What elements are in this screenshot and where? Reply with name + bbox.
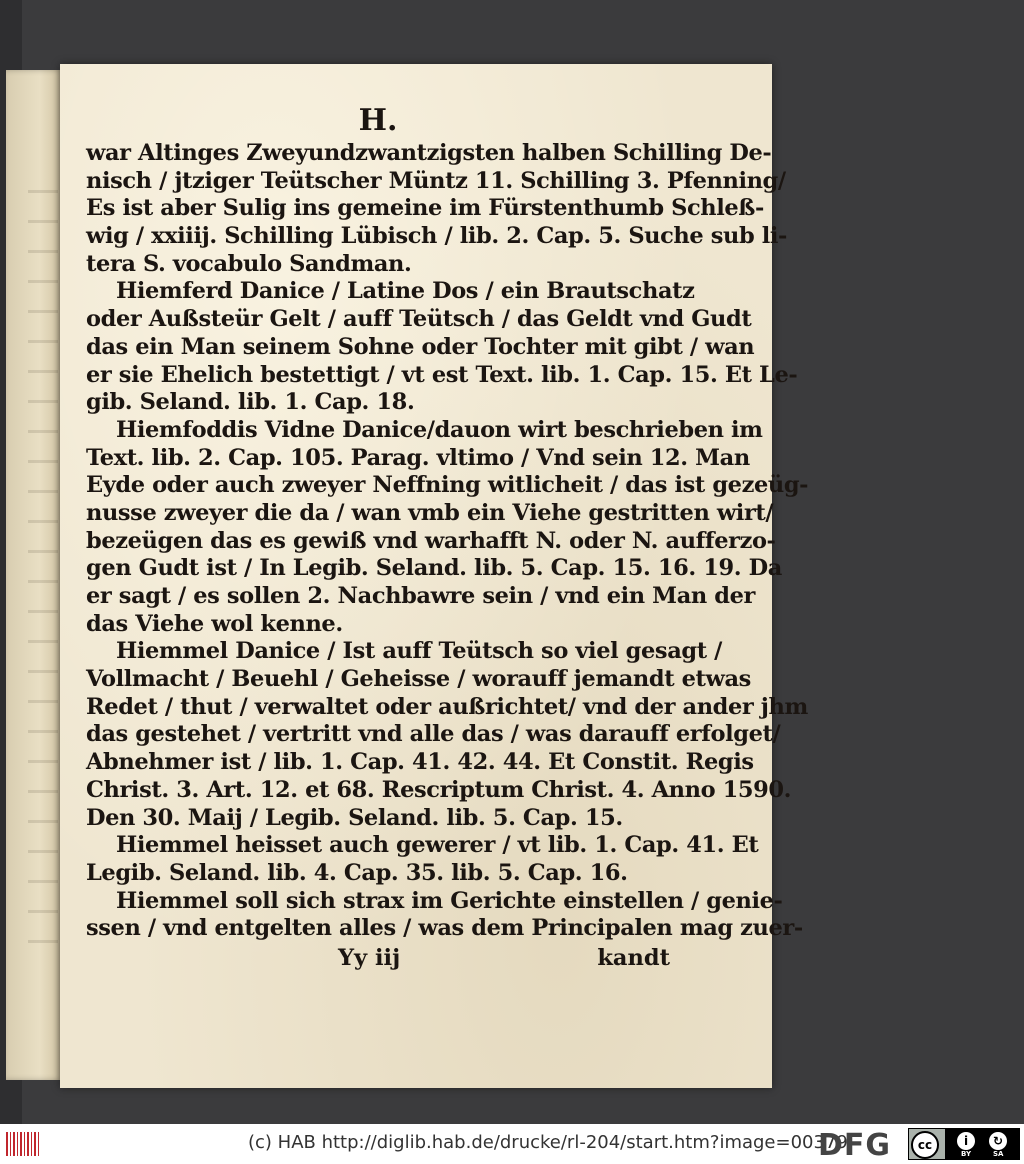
text-line: ssen / vnd entgelten alles / was dem Principalen mag zuer- [86, 915, 803, 942]
text-line: Hiemfoddis Vidne Danice/dauon wirt beschrieben im [116, 416, 763, 443]
text-line: oder Außsteür Gelt / auff Teütsch / das Geldt vnd Gudt [86, 306, 752, 333]
text-line: wig / xxiiij. Schilling Lübisch / lib. 2. Cap. 5. Suche sub li- [86, 223, 787, 250]
text-line: er sie Ehelich bestettigt / vt est Text. lib. 1. Cap. 15. Et Le- [86, 361, 798, 388]
text-line: Hiemferd Danice / Latine Dos / ein Brautschatz [116, 278, 695, 305]
text-line: das ein Man seinem Sohne oder Tochter mit gibt / wan [86, 333, 755, 360]
book-page [60, 64, 809, 1088]
barcode-icon [6, 1132, 40, 1156]
text-line: Eyde oder auch zweyer Neffning witlicheit / das ist gezeüg- [86, 472, 809, 499]
page-text-block [86, 103, 809, 979]
text-line: Christ. 3. Art. 12. et 68. Rescriptum Christ. 4. Anno 1590. [86, 776, 792, 803]
previous-page-edge [6, 70, 62, 1080]
paragraph-list [86, 140, 809, 943]
page-header-signature: H. [358, 103, 398, 138]
copyright-text[interactable]: (c) HAB http://diglib.hab.de/drucke/rl-204/start.htm?image=00379 [248, 1132, 848, 1153]
creative-commons-badge[interactable] [908, 1128, 1020, 1160]
text-line: er sagt / es sollen 2. Nachbawre sein / vnd ein Man der [86, 583, 755, 609]
cc-by-label: BY [961, 1150, 972, 1158]
text-line: Hiemmel Danice / Ist auff Teütsch so viel gesagt / [116, 638, 722, 665]
text-line: nusse zweyer die da / wan vmb ein Viehe gestritten wirt/ [86, 499, 774, 526]
text-line: das Viehe wol kenne. [86, 610, 343, 637]
text-line: Den 30. Maij / Legib. Seland. lib. 5. Cap. 15. [86, 804, 623, 831]
text-line: bezeügen das es gewiß vnd warhafft N. oder N. aufferzo- [86, 527, 776, 554]
by-person-icon: i [957, 1132, 975, 1150]
dfg-logo[interactable]: DFG [818, 1128, 892, 1163]
share-alike-icon: ↻ [989, 1132, 1007, 1150]
text-line: Vollmacht / Beuehl / Geheisse / worauff jemandt etwas [86, 666, 751, 693]
text-line: gen Gudt ist / In Legib. Seland. lib. 5. Cap. 15. 16. 19. Da [86, 555, 782, 582]
text-line: tera S. vocabulo Sandman. [86, 250, 412, 277]
text-line: Redet / thut / verwaltet oder außrichtet/ vnd der ander jhm [86, 693, 808, 720]
text-line: Text. lib. 2. Cap. 105. Parag. vltimo / Vnd sein 12. Man [86, 444, 750, 471]
text-line: Es ist aber Sulig ins gemeine im Fürstenthumb Schleß- [86, 195, 764, 222]
text-line: nisch / jtziger Teütscher Müntz 11. Schilling 3. Pfenning/ [86, 167, 786, 194]
bleed-through-text [28, 190, 58, 970]
text-line: das gestehet / vertritt vnd alle das / was darauff erfolget/ [86, 721, 781, 748]
cc-license-panel [945, 1129, 1019, 1159]
text-line: Abnehmer ist / lib. 1. Cap. 41. 42. 44. Et Constit. Regis [86, 749, 754, 776]
cc-logo-icon: cc [911, 1131, 939, 1159]
signature-mark: Yy iij [338, 944, 401, 971]
cc-sa-label: SA [993, 1150, 1004, 1158]
text-line: war Altinges Zweyundzwantzigsten halben Schilling De- [86, 140, 772, 166]
text-line: gib. Seland. lib. 1. Cap. 18. [86, 389, 415, 416]
text-line: Hiemmel soll sich strax im Gerichte einstellen / genie- [116, 887, 783, 914]
text-line: Hiemmel heisset auch gewerer / vt lib. 1. Cap. 41. Et [116, 832, 759, 859]
attribution-bar [0, 1124, 1024, 1164]
text-line: Legib. Seland. lib. 4. Cap. 35. lib. 5. Cap. 16. [86, 859, 628, 886]
catchword: kandt [597, 944, 670, 971]
page-footer-row [86, 945, 670, 979]
